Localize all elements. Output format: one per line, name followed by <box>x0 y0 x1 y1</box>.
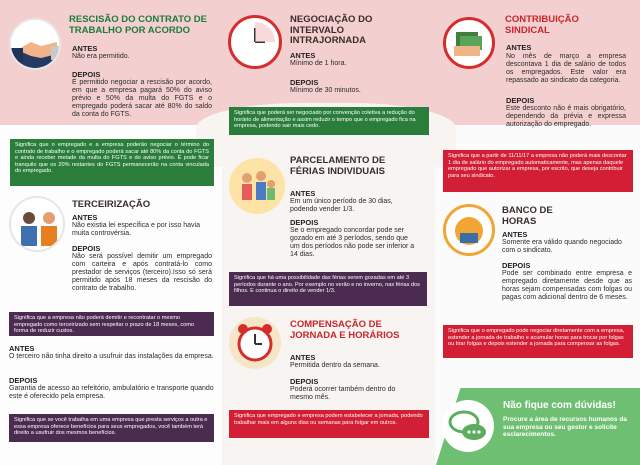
intervalo-depois-label: DEPOIS <box>290 78 319 87</box>
contribuicao-depois-text: Este desconto não é mais obrigatório, dependendo da prévia e expressa autorização do empregado. <box>506 105 626 128</box>
rescisao-note: Significa que o empregado e a empresa poderão negociar o término do contrato de trabalho e o empregado poderá sacar até 80% da conta do FGTS e ainda receber metade da multa do FGTS e do aviso prévio. É pode ficar tranquilo que os 20% restantes do FGTS permanecerão na conta vinculada do empregado. <box>10 139 214 186</box>
clock-icon <box>228 15 282 69</box>
intervalo-depois-text: Mínimo de 30 minutos. <box>290 87 361 94</box>
money-bag-icon <box>443 204 495 256</box>
terceirizacao-antes-label: ANTES <box>72 213 98 222</box>
terceirizacao-note-1: Significa que a empresa não poderá demitir e recontratar o mesmo empregado como terceirizado sem respeitar o prazo de 18 meses, como forma de reduzir custos. <box>9 312 214 336</box>
intervalo-antes-text: Mínimo de 1 hora. <box>290 60 347 67</box>
ferias-depois-label: DEPOIS <box>290 218 319 227</box>
contribuicao-antes-label: ANTES <box>506 43 532 52</box>
compensacao-antes-text: Permitida dentro da semana. <box>290 362 380 369</box>
terceirizacao-depois2-label: DEPOIS <box>9 376 38 385</box>
rescisao-title: RESCISÃO DO CONTRATO DE TRABALHO POR ACORDO <box>69 14 207 36</box>
compensacao-note: Significa que empregado e empresa podem estabelecer a jornada, podendo trabalhar mais em alguns dias ou semanas para folgar em outros. <box>229 410 429 438</box>
contribuicao-title: CONTRIBUIÇÃO SINDICAL <box>505 14 579 36</box>
banco-depois-label: DEPOIS <box>502 261 531 270</box>
terceirizacao-note-2: Significa que se você trabalha em uma empresa que presta serviços a outra e essa empresa oferece benefícios para seus empregados, você também terá direito a usufruir dos mesmos benefícios. <box>9 414 214 442</box>
duvidas-text: Procure a área de recursos humanos da sua empresa ou seu gestor e solicite esclarecimentos. <box>503 416 627 439</box>
duvidas-title: Não fique com dúvidas! <box>503 400 616 411</box>
terceirizacao-depois2-text: Garantia de acesso ao refeitório, ambulatório e transporte quando este é oferecido pela empresa. <box>9 385 214 400</box>
speech-bubbles-icon <box>442 400 494 452</box>
terceirizacao-depois-text: Não será possível demitir um empregado com carteira e após contratá-lo como prestador de serviços (terceiro).Isso só será permitido após 18 meses da rescisão do contrato de trabalho. <box>72 253 212 292</box>
intervalo-antes-label: ANTES <box>290 51 316 60</box>
contribuicao-depois-label: DEPOIS <box>506 96 535 105</box>
ferias-depois-text: Se o empregado concordar pode ser gozado em até 3 períodos, sendo que um dos períodos não pode ser inferior a 14 dias. <box>290 227 415 258</box>
banco-antes-label: ANTES <box>502 230 528 239</box>
contribuicao-note: Significa que a partir de 11/11/17 a empresa não poderá mais descontar 1 dia de salário do empregado automaticamente, mas apenas daquele empregado que autorizar a empresa, por escrito, que deseja contribuir para seu sindicato. <box>443 150 633 192</box>
rescisao-antes-label: ANTES <box>72 44 98 53</box>
compensacao-title: COMPENSAÇÃO DE JORNADA E HORÁRIOS <box>290 319 400 341</box>
compensacao-depois-label: DEPOIS <box>290 377 319 386</box>
rescisao-depois-label: DEPOIS <box>72 70 101 79</box>
money-icon <box>443 17 495 69</box>
banco-antes-text: Somente era válido quando negociado com o sindicato. <box>502 239 622 254</box>
handshake-icon <box>9 18 61 70</box>
banco-note: Significa que o empregado pode negociar diretamente com a empresa, estender a jornada de trabalho e acumular horas para trocar por folgas ou tirar folgas e depois estender a jornada para compensar as folgas. <box>443 325 633 358</box>
family-icon <box>229 158 285 214</box>
ferias-note: Significa que há uma possibilidade das férias serem gozadas em até 3 períodos durante o ano. Por exemplo no verão e no inverno, nas férias dos filhos. E continua o direito de vender 1/3. <box>229 272 427 306</box>
terceirizacao-title: TERCEIRIZAÇÃO <box>72 199 151 210</box>
ferias-antes-text: Em um único período de 30 dias, podendo vender 1/3. <box>290 198 393 213</box>
banco-depois-text: Pode ser combinado entre empresa e empregado diretamente desde que as horas sejam compensadas com folgas ou pagas com adicional dentro de 6 meses. <box>502 270 632 301</box>
terceirizacao-antes-text: Não existia lei específica e por isso havia muita controvérsia. <box>72 222 201 237</box>
compensacao-antes-label: ANTES <box>290 353 316 362</box>
terceirizacao-antes2-label: ANTES <box>9 344 35 353</box>
alarm-clock-icon <box>229 317 281 369</box>
rescisao-antes-text: Não era permitido. <box>72 53 130 60</box>
compensacao-depois-text: Poderá ocorrer também dentro do mesmo mês. <box>290 386 396 401</box>
terceirizacao-antes2-text: O terceiro não tinha direito a usufruir das instalações da empresa. <box>9 353 214 360</box>
ferias-antes-label: ANTES <box>290 189 316 198</box>
people-icon <box>9 196 65 252</box>
terceirizacao-depois-label: DEPOIS <box>72 244 101 253</box>
intervalo-note: Significa que poderá ser negociado por convenção coletiva a redução do horário de alimentação e assim reduzir o tempo que o empregado fica na empresa, podendo sair mais cedo. <box>229 107 429 135</box>
contribuicao-antes-text: No mês de março a empresa descontava 1 dia de salário de todos os empregados. Este valor era repassado ao sindicato da categoria. <box>506 53 626 84</box>
banco-title: BANCO DE HORAS <box>502 205 553 227</box>
intervalo-title: NEGOCIAÇÃO DO INTERVALO INTRAJORNADA <box>290 14 373 46</box>
ferias-title: PARCELAMENTO DE FÉRIAS INDIVIDUAIS <box>290 155 386 177</box>
rescisao-depois-text: É permitido negociar a rescisão por acordo, em que a empresa pagará 50% do aviso prévio e 50% da multa do FGTS e o empregado poderá sacar até 80% do saldo da conta do FGTS. <box>72 79 212 118</box>
